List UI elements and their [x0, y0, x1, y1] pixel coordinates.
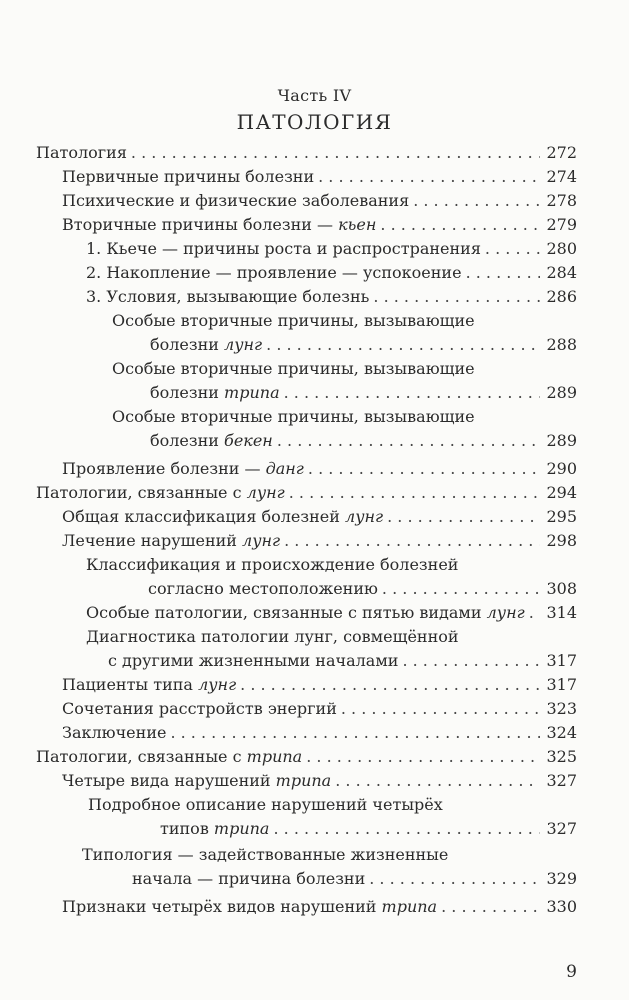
leader-dots: [240, 672, 540, 698]
part-title: ПАТОЛОГИЯ: [236, 110, 393, 134]
toc-entry-title-line1: Классификация и происхождение болезней: [86, 555, 459, 574]
toc-entry-title: согласно местоположению: [148, 579, 378, 598]
leader-dots: [441, 894, 540, 920]
toc-entry-page: 278: [546, 191, 577, 210]
leader-dots: [402, 648, 540, 674]
leader-dots: [308, 456, 541, 482]
toc-entry-page: 295: [546, 507, 577, 526]
leader-dots: [289, 480, 541, 506]
leader-dots: [284, 528, 540, 554]
toc-entry-title: Особые патологии, связанные с пятью видами лунг: [86, 603, 525, 622]
toc-entry: [0, 696, 629, 722]
toc-entry-title: Патологии, связанные с трипа: [36, 747, 303, 766]
toc-entry-title: Вторичные причины болезни — кьен: [62, 215, 377, 234]
leader-dots: [318, 164, 540, 190]
toc-entry-title-line1: Особые вторичные причины, вызывающие: [112, 311, 475, 330]
toc-entry-title: Признаки четырёх видов нарушений трипа: [62, 897, 438, 916]
toc-entry-page: 289: [546, 383, 577, 402]
toc-entry-title: Проявление болезни — данг: [62, 459, 304, 478]
toc-entry: [0, 720, 629, 746]
leader-dots: [466, 260, 541, 286]
toc-entry-title: Пациенты типа лунг: [62, 675, 237, 694]
toc-entry: [0, 842, 629, 892]
toc-entry-title: 1. Кьече — причины роста и распространения: [86, 239, 481, 258]
toc-entry-page: 294: [546, 483, 577, 502]
toc-entry-title: Общая классификация болезней лунг: [62, 507, 384, 526]
toc-entry-page: 280: [546, 239, 577, 258]
toc-entry: [0, 212, 629, 238]
toc-entry: [0, 284, 629, 310]
toc-entry: [0, 356, 629, 406]
leader-dots: [277, 428, 541, 454]
toc-entry-title: типов трипа: [160, 819, 270, 838]
toc-entry: [0, 600, 629, 626]
toc-entry: [0, 504, 629, 530]
toc-entry: [0, 404, 629, 454]
toc-entry-page: 314: [546, 603, 577, 622]
toc-entry-page: 330: [546, 897, 577, 916]
leader-dots: [284, 380, 541, 406]
leader-dots: [266, 332, 540, 358]
toc-entry-title: Патологии, связанные с лунг: [36, 483, 285, 502]
toc-entry-title: 3. Условия, вызывающие болезнь: [86, 287, 370, 306]
leader-dots: [341, 696, 541, 722]
toc-entry: [0, 236, 629, 262]
toc-entry: [0, 894, 629, 920]
toc-entry-page: 298: [546, 531, 577, 550]
toc-entry: [0, 528, 629, 554]
leader-dots: [485, 236, 541, 262]
toc-entry-title: Сочетания расстройств энергий: [62, 699, 337, 718]
toc-entry-page: 279: [546, 215, 577, 234]
toc-entry-page: 284: [546, 263, 577, 282]
leader-dots: [306, 744, 540, 770]
toc-entry: [0, 140, 629, 166]
toc-entry-page: 317: [546, 675, 577, 694]
toc-entry-page: 289: [546, 431, 577, 450]
toc-entry-page: 308: [546, 579, 577, 598]
toc-entry: [0, 744, 629, 770]
toc-entry: [0, 480, 629, 506]
toc-entry: [0, 768, 629, 794]
part-label: Часть IV: [277, 86, 352, 105]
toc-entry-title: болезни трипа: [150, 383, 280, 402]
page-number: 9: [566, 962, 577, 982]
toc-entry: [0, 164, 629, 190]
toc-entry-page: 288: [546, 335, 577, 354]
toc-entry-page: 325: [546, 747, 577, 766]
toc-entry-page: 274: [546, 167, 577, 186]
toc-entry-page: 290: [546, 459, 577, 478]
toc-entry-page: 272: [546, 143, 577, 162]
leader-dots: [335, 768, 540, 794]
toc-entry-page: 324: [546, 723, 577, 742]
leader-dots: [170, 720, 540, 746]
toc-entry-title: Заключение: [62, 723, 167, 742]
leader-dots: [131, 140, 541, 166]
toc-entry-title: Четыре вида нарушений трипа: [62, 771, 332, 790]
toc-entry: [0, 624, 629, 674]
leader-dots: [529, 600, 541, 626]
toc-entry: [0, 260, 629, 286]
toc-entry: [0, 308, 629, 358]
leader-dots: [413, 188, 540, 214]
toc-entry-title: Лечение нарушений лунг: [62, 531, 281, 550]
toc-entry-title: болезни бекен: [150, 431, 273, 450]
toc-entry: [0, 188, 629, 214]
toc-entry-title: Патология: [36, 143, 127, 162]
toc-entry-title-line1: Типология — задействованные жизненные: [82, 845, 449, 864]
toc-entry-title: с другими жизненными началами: [108, 651, 399, 670]
toc-entry-page: 327: [546, 819, 577, 838]
leader-dots: [382, 576, 541, 602]
toc-entry-title-line1: Подробное описание нарушений четырёх: [88, 795, 443, 814]
toc-entry-title-line1: Диагностика патологии лунг, совмещённой: [86, 627, 459, 646]
toc-entry: [0, 456, 629, 482]
toc-entry-title: 2. Накопление — проявление — успокоение: [86, 263, 462, 282]
toc-entry-page: 317: [546, 651, 577, 670]
toc-entry-page: 327: [546, 771, 577, 790]
toc-entry-title: болезни лунг: [150, 335, 263, 354]
toc-entry-title: Психические и физические заболевания: [62, 191, 410, 210]
toc-entry: [0, 672, 629, 698]
toc-entry-page: 329: [546, 869, 577, 888]
toc-entry-title: начала — причина болезни: [132, 869, 366, 888]
toc-entry-title-line1: Особые вторичные причины, вызывающие: [112, 407, 475, 426]
toc-entry: [0, 792, 629, 842]
toc-entry-title: Первичные причины болезни: [62, 167, 315, 186]
toc-entry: [0, 552, 629, 602]
leader-dots: [369, 866, 540, 892]
toc-entry-title-line1: Особые вторичные причины, вызывающие: [112, 359, 475, 378]
leader-dots: [387, 504, 540, 530]
toc-entry-page: 286: [546, 287, 577, 306]
leader-dots: [273, 816, 540, 842]
leader-dots: [373, 284, 540, 310]
toc-entry-page: 323: [546, 699, 577, 718]
leader-dots: [380, 212, 540, 238]
